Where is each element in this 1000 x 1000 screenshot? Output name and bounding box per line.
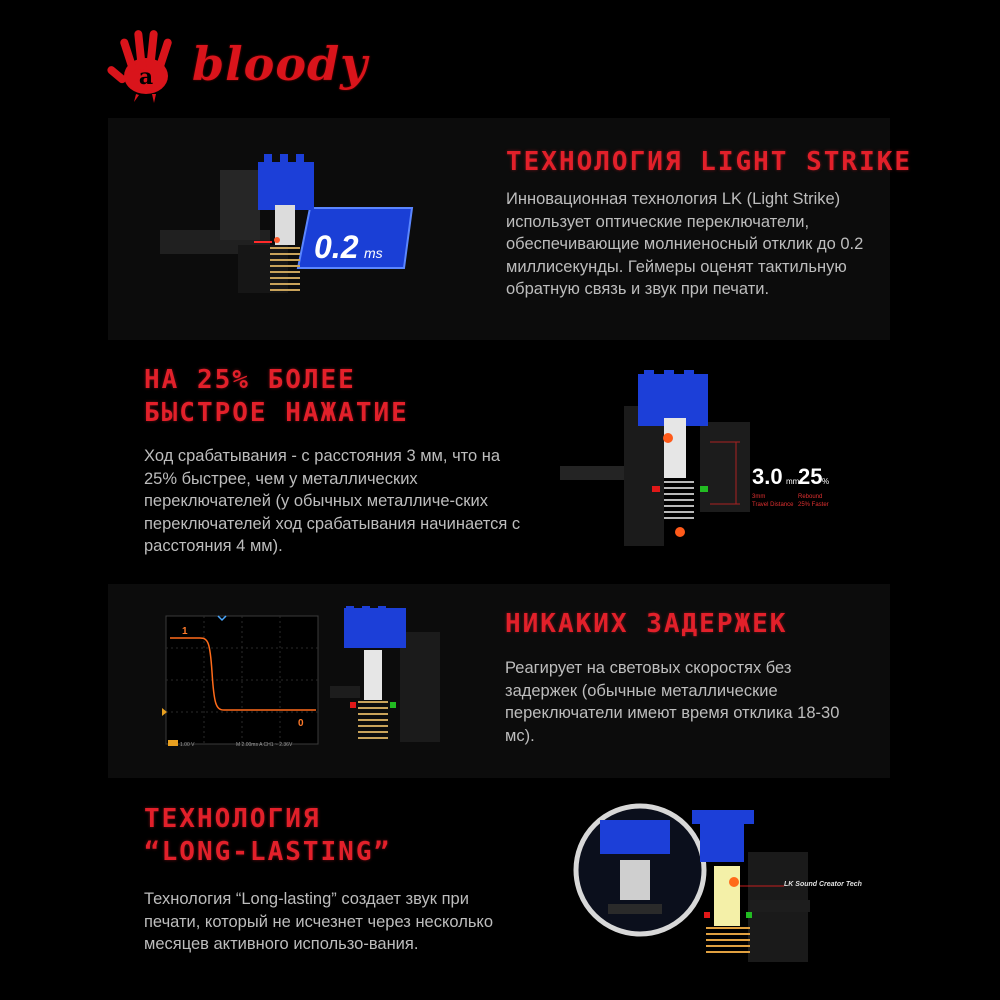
section-title-faster-press — [144, 364, 474, 429]
scope-readout-right: M 2.00ms A CH1 ~ 2.36V — [236, 742, 293, 748]
brand-name: bloody — [192, 37, 368, 91]
callout-travel-caption-b: Travel Distance — [752, 502, 794, 508]
callout-rebound-caption-b: 25% Faster — [798, 502, 829, 508]
section-description-light-strike: Инновационная технология LK (Light Strike) использует оптические переключатели, обеспечивающие молниеносный отклик до 0.2 миллисекунды. Геймеры оценят тактильную обратную связь и звук при печати. — [506, 190, 864, 298]
brand-logo — [106, 24, 368, 104]
optical-switch-illustration-3 — [330, 606, 450, 756]
badge-value: 0.2 — [314, 229, 359, 265]
callout-travel-value: 3.0 — [752, 464, 783, 489]
scope-high-label: 1 — [182, 626, 188, 637]
callout-rebound-value: 25 — [798, 464, 823, 489]
bloody-hand-icon — [106, 24, 186, 104]
section-title-no-delay: НИКАКИХ ЗАДЕРЖЕК — [505, 609, 788, 639]
section-title-light-strike: ТЕХНОЛОГИЯ LIGHT STRIKE — [506, 147, 913, 177]
oscilloscope-graph — [160, 612, 322, 752]
optical-switch-illustration-1 — [150, 150, 420, 300]
section-description-no-delay: Реагирует на световых скоростях без задержек (обычные металлические переключатели имеют время отклика 18-30 мс). — [505, 659, 840, 745]
optical-switch-illustration-2 — [560, 370, 850, 550]
optical-switch-illustration-4 — [570, 800, 890, 975]
section-title-line-1: НА 25% БОЛЕЕ — [144, 365, 356, 395]
callout-sound-creator: LK Sound Creator Tech — [784, 881, 862, 888]
section-title-long-lasting — [144, 803, 474, 868]
callout-rebound-unit: % — [822, 477, 830, 486]
scope-low-label: 0 — [298, 718, 304, 729]
badge-unit: ms — [364, 245, 383, 261]
callout-travel-unit: mm — [786, 477, 800, 486]
callout-travel-caption-a: 3mm — [752, 494, 766, 500]
svg-text:a: a — [138, 64, 154, 90]
section-title-line-2: БЫСТРОЕ НАЖАТИЕ — [144, 397, 409, 428]
section-title-line-2: “LONG-LASTING” — [144, 836, 392, 867]
section-description-long-lasting: Технология “Long-lasting” создает звук при печати, который не исчезнет через несколько месяцев активного использо-вания. — [144, 890, 494, 953]
section-title-line-1: ТЕХНОЛОГИЯ — [144, 804, 321, 834]
section-description-faster-press: Ход срабатывания - с расстояния 3 мм, что на 25% быстрее, чем у металлических переключателей (у обычных металличе-ских переключателей ход срабатывания начинается с расстояния 4 мм). — [144, 447, 521, 555]
scope-readout-left: 1.00 V — [180, 742, 195, 748]
callout-rebound-caption-a: Rebound — [798, 494, 823, 500]
